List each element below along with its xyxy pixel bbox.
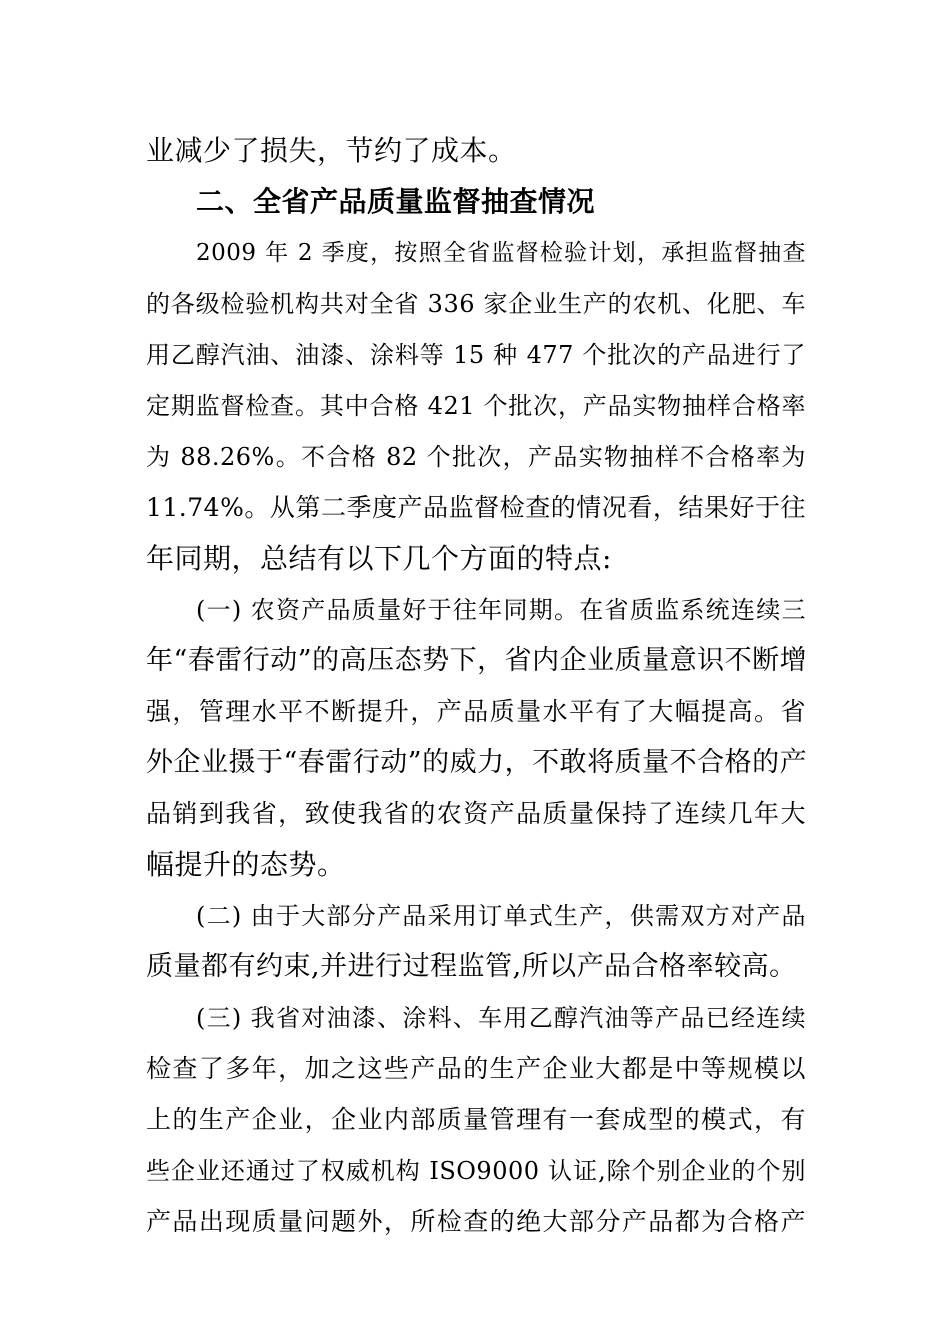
paragraph-line: 外企业摄于“春雷行动”的威力，不敢将质量不合格的产 bbox=[146, 747, 808, 778]
paragraph-line: 上的生产企业，企业内部质量管理有一套成型的模式，有 bbox=[146, 1105, 806, 1134]
paragraph-line: 业减少了损失，节约了成本。 bbox=[146, 134, 517, 167]
paragraph-line: 的各级检验机构共对全省 336 家企业生产的农机、化肥、车 bbox=[146, 290, 806, 318]
paragraph-line: (三) 我省对油漆、涂料、车用乙醇汽油等产品已经连续 bbox=[196, 1004, 806, 1032]
paragraph-line: 11.74%。从第二季度产品监督检查的情况看，结果好于往 bbox=[146, 493, 806, 522]
section-heading: 二、全省产品质量监督抽查情况 bbox=[196, 185, 596, 218]
paragraph-line: 年同期，总结有以下几个方面的特点: bbox=[146, 542, 612, 575]
paragraph-line: 为 88.26%。不合格 82 个批次，产品实物抽样不合格率为 bbox=[146, 443, 806, 471]
paragraph-line: (二) 由于大部分产品采用订单式生产，供需双方对产品 bbox=[196, 902, 806, 930]
paragraph-line: 用乙醇汽油、油漆、涂料等 15 种 477 个批次的产品进行了 bbox=[146, 341, 806, 369]
paragraph-line: 幅提升的态势。 bbox=[146, 848, 346, 881]
paragraph-line: 2009 年 2 季度，按照全省监督检验计划，承担监督抽查 bbox=[196, 240, 806, 266]
paragraph-line: 检查了多年，加之这些产品的生产企业大都是中等规模以 bbox=[146, 1054, 806, 1083]
paragraph-line: 年“春雷行动”的高压态势下，省内企业质量意识不断增 bbox=[146, 645, 808, 676]
paragraph-line: 质量都有约束,并进行过程监管,所以产品合格率较高。 bbox=[146, 951, 797, 982]
paragraph-line: 产品出现质量问题外，所检查的绝大部分产品都为合格产 bbox=[146, 1207, 806, 1236]
paragraph-line: 品销到我省，致使我省的农资产品质量保持了连续几年大 bbox=[146, 799, 806, 828]
paragraph-line: (一) 农资产品质量好于往年同期。在省质监系统连续三 bbox=[196, 596, 806, 624]
paragraph-line: 定期监督检查。其中合格 421 个批次，产品实物抽样合格率 bbox=[146, 392, 806, 420]
paragraph-line: 强，管理水平不断提升，产品质量水平有了大幅提高。省 bbox=[146, 697, 806, 726]
paragraph-line: 些企业还通过了权威机构 ISO9000 认证,除个别企业的个别 bbox=[146, 1157, 806, 1185]
